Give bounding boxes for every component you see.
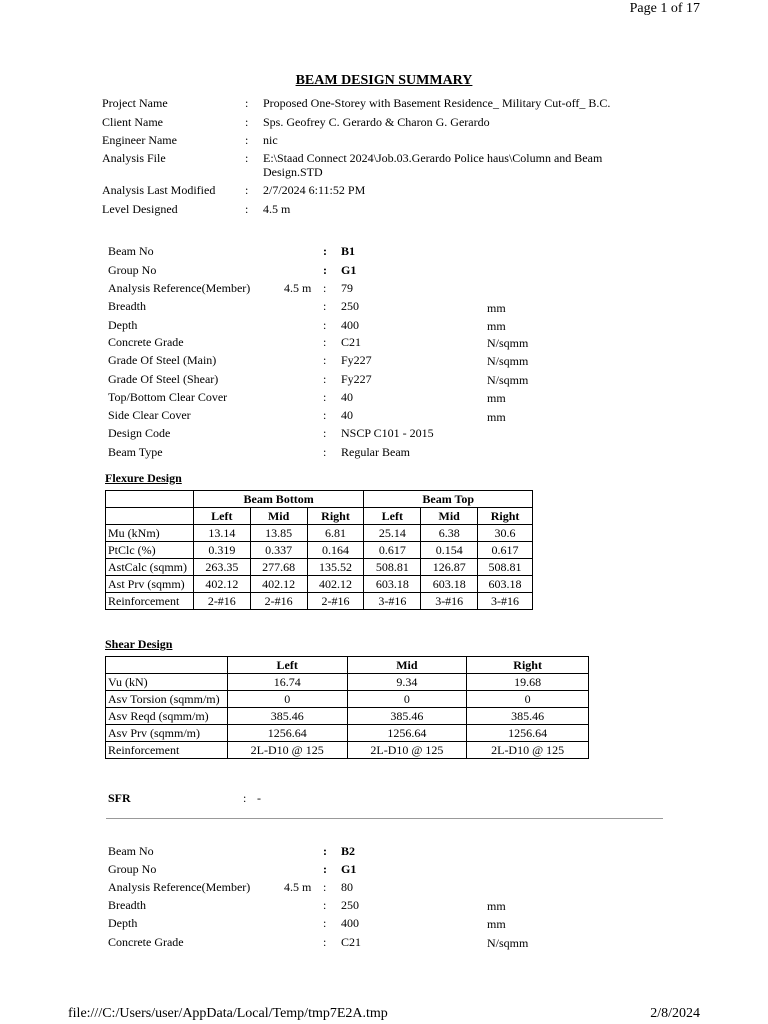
flexure-col-header: Left: [364, 508, 421, 525]
beam-type-value: Regular Beam: [341, 445, 410, 459]
colon: :: [323, 916, 327, 930]
table-cell: 0.164: [307, 542, 364, 559]
analysis-reference-value: 79: [341, 281, 353, 295]
concrete-grade-unit: N/sqmm: [487, 336, 529, 350]
colon: :: [323, 445, 327, 459]
colon: :: [323, 244, 327, 258]
colon: :: [323, 263, 327, 277]
table-cell: 402.12: [307, 576, 364, 593]
flexure-column-header-row: [106, 508, 533, 525]
top-bottom-cover-label: Top/Bottom Clear Cover: [108, 390, 228, 404]
colon: :: [243, 791, 247, 805]
table-cell: 402.12: [250, 576, 307, 593]
side-cover-label: Side Clear Cover: [108, 408, 191, 422]
side-cover-value: 40: [341, 408, 353, 422]
colon: :: [323, 353, 327, 367]
concrete-grade-label: Concrete Grade: [108, 335, 184, 349]
group-no-value: G1: [341, 862, 357, 876]
flexure-group-header-row: [106, 491, 533, 508]
table-cell: 2L-D10 @ 125: [347, 742, 467, 759]
table-cell: 603.18: [421, 576, 478, 593]
side-cover-unit: mm: [487, 410, 506, 424]
table-cell: 0: [227, 691, 347, 708]
table-cell: 126.87: [421, 559, 478, 576]
table-cell: 1256.64: [227, 725, 347, 742]
table-cell: 9.34: [347, 674, 467, 691]
table-cell: 385.46: [227, 708, 347, 725]
table-cell: 1256.64: [347, 725, 467, 742]
footer-file-path: file:///C:/Users/user/AppData/Local/Temp/tmp7E2A.tmp: [68, 1006, 388, 1021]
project-name-label: Project Name: [102, 96, 168, 110]
flexure-col-header: Right: [478, 508, 533, 525]
colon: :: [245, 96, 249, 110]
group-no-label: Group No: [108, 862, 157, 876]
design-code-value: NSCP C101 - 2015: [341, 426, 434, 440]
depth-value: 400: [341, 318, 359, 332]
flexure-group-top: Beam Top: [364, 491, 533, 508]
colon: :: [323, 880, 327, 894]
colon: :: [245, 133, 249, 147]
colon: :: [245, 183, 249, 197]
page-title: BEAM DESIGN SUMMARY: [295, 73, 473, 88]
sfr-value: -: [257, 791, 261, 805]
design-code-label: Design Code: [108, 426, 171, 440]
flexure-col-header: Mid: [421, 508, 478, 525]
engineer-name-label: Engineer Name: [102, 133, 177, 147]
colon: :: [323, 844, 327, 858]
level-designed-value: 4.5 m: [263, 202, 291, 216]
group-no-label: Group No: [108, 263, 157, 277]
table-cell: 13.85: [250, 525, 307, 542]
project-name-value: Proposed One-Storey with Basement Residence_ Military Cut-off_ B.C.: [263, 96, 611, 110]
row-label: PtClc (%): [106, 542, 194, 559]
client-name-label: Client Name: [102, 115, 163, 129]
grade-steel-shear-value: Fy227: [341, 372, 372, 386]
table-row: [106, 559, 533, 576]
row-label: AstCalc (sqmm): [106, 559, 194, 576]
flexure-col-header: Left: [193, 508, 250, 525]
analysis-reference-level: 4.5 m: [284, 281, 312, 295]
table-cell: 2L-D10 @ 125: [227, 742, 347, 759]
colon: :: [245, 151, 249, 165]
grade-steel-main-value: Fy227: [341, 353, 372, 367]
table-cell: 402.12: [193, 576, 250, 593]
shear-col-header: Left: [227, 657, 347, 674]
table-row: [106, 593, 533, 610]
table-cell: 3-#16: [478, 593, 533, 610]
flexure-corner-cell: [106, 491, 194, 508]
breadth-unit: mm: [487, 899, 506, 913]
breadth-value: 250: [341, 299, 359, 313]
beam-type-label: Beam Type: [108, 445, 163, 459]
concrete-grade-value: C21: [341, 935, 362, 949]
page-number: Page 1 of 17: [629, 1, 700, 16]
analysis-last-modified-value: 2/7/2024 6:11:52 PM: [263, 183, 366, 197]
flexure-group-bottom: Beam Bottom: [193, 491, 364, 508]
table-cell: 6.81: [307, 525, 364, 542]
beam-no-value: B1: [341, 244, 356, 258]
depth-label: Depth: [108, 318, 138, 332]
table-cell: 277.68: [250, 559, 307, 576]
table-cell: 13.14: [193, 525, 250, 542]
analysis-reference-label: Analysis Reference(Member): [108, 880, 251, 894]
table-cell: 603.18: [478, 576, 533, 593]
flexure-corner-cell: [106, 508, 194, 525]
table-cell: 6.38: [421, 525, 478, 542]
analysis-reference-value: 80: [341, 880, 353, 894]
beam-no-label: Beam No: [108, 844, 154, 858]
grade-steel-main-unit: N/sqmm: [487, 354, 529, 368]
colon: :: [323, 318, 327, 332]
row-label: Reinforcement: [106, 593, 194, 610]
analysis-file-value-cont: Design.STD: [263, 165, 323, 179]
shear-column-header-row: [106, 657, 589, 674]
depth-value: 400: [341, 916, 359, 930]
group-no-value: G1: [341, 263, 357, 277]
table-cell: 135.52: [307, 559, 364, 576]
colon: :: [323, 335, 327, 349]
shear-design-heading: Shear Design: [105, 637, 173, 651]
row-label: Asv Torsion (sqmm/m): [106, 691, 228, 708]
client-name-value: Sps. Geofrey C. Gerardo & Charon G. Gerardo: [263, 115, 490, 129]
table-cell: 263.35: [193, 559, 250, 576]
table-cell: 0: [467, 691, 589, 708]
colon: :: [323, 898, 327, 912]
analysis-file-label: Analysis File: [102, 151, 166, 165]
beam-no-value: B2: [341, 844, 356, 858]
sfr-label: SFR: [108, 791, 131, 805]
row-label: Ast Prv (sqmm): [106, 576, 194, 593]
concrete-grade-label: Concrete Grade: [108, 935, 184, 949]
row-label: Asv Prv (sqmm/m): [106, 725, 228, 742]
table-cell: 508.81: [478, 559, 533, 576]
colon: :: [323, 299, 327, 313]
row-label: Asv Reqd (sqmm/m): [106, 708, 228, 725]
table-row: [106, 691, 589, 708]
top-bottom-cover-value: 40: [341, 390, 353, 404]
grade-steel-shear-label: Grade Of Steel (Shear): [108, 372, 219, 386]
analysis-reference-level: 4.5 m: [284, 880, 312, 894]
row-label: Reinforcement: [106, 742, 228, 759]
table-cell: 2L-D10 @ 125: [467, 742, 589, 759]
breadth-label: Breadth: [108, 898, 146, 912]
table-cell: 385.46: [467, 708, 589, 725]
table-row: [106, 542, 533, 559]
colon: :: [323, 372, 327, 386]
table-cell: 19.68: [467, 674, 589, 691]
flexure-design-heading: Flexure Design: [105, 471, 182, 485]
footer-date: 2/8/2024: [650, 1006, 700, 1021]
row-label: Vu (kN): [106, 674, 228, 691]
breadth-label: Breadth: [108, 299, 146, 313]
grade-steel-main-label: Grade Of Steel (Main): [108, 353, 217, 367]
table-cell: 603.18: [364, 576, 421, 593]
table-cell: 0.617: [478, 542, 533, 559]
flexure-table: [105, 490, 533, 610]
analysis-reference-label: Analysis Reference(Member): [108, 281, 251, 295]
table-cell: 25.14: [364, 525, 421, 542]
colon: :: [323, 935, 327, 949]
table-cell: 0.617: [364, 542, 421, 559]
colon: :: [245, 202, 249, 216]
beam-no-label: Beam No: [108, 244, 154, 258]
flexure-col-header: Right: [307, 508, 364, 525]
row-label: Mu (kNm): [106, 525, 194, 542]
shear-col-header: Mid: [347, 657, 467, 674]
colon: :: [323, 862, 327, 876]
shear-table: [105, 656, 589, 759]
flexure-col-header: Mid: [250, 508, 307, 525]
shear-col-header: Right: [467, 657, 589, 674]
table-cell: 508.81: [364, 559, 421, 576]
section-divider: [106, 818, 663, 819]
table-cell: 16.74: [227, 674, 347, 691]
table-cell: 3-#16: [364, 593, 421, 610]
table-row: [106, 708, 589, 725]
level-designed-label: Level Designed: [102, 202, 178, 216]
colon: :: [245, 115, 249, 129]
colon: :: [323, 426, 327, 440]
grade-steel-shear-unit: N/sqmm: [487, 373, 529, 387]
top-bottom-cover-unit: mm: [487, 391, 506, 405]
table-cell: 0.154: [421, 542, 478, 559]
analysis-last-modified-label: Analysis Last Modified: [102, 183, 216, 197]
analysis-file-value: E:\Staad Connect 2024\Job.03.Gerardo Police haus\Column and Beam: [263, 151, 603, 165]
table-row: [106, 742, 589, 759]
table-cell: 0: [347, 691, 467, 708]
colon: :: [323, 408, 327, 422]
table-cell: 1256.64: [467, 725, 589, 742]
table-row: [106, 525, 533, 542]
table-cell: 2-#16: [193, 593, 250, 610]
colon: :: [323, 390, 327, 404]
table-row: [106, 674, 589, 691]
table-row: [106, 725, 589, 742]
shear-corner-cell: [106, 657, 228, 674]
table-cell: 2-#16: [307, 593, 364, 610]
table-row: [106, 576, 533, 593]
table-cell: 30.6: [478, 525, 533, 542]
table-cell: 385.46: [347, 708, 467, 725]
colon: :: [323, 281, 327, 295]
engineer-name-value: nic: [263, 133, 278, 147]
table-cell: 2-#16: [250, 593, 307, 610]
table-cell: 0.337: [250, 542, 307, 559]
breadth-unit: mm: [487, 301, 506, 315]
table-cell: 3-#16: [421, 593, 478, 610]
depth-unit: mm: [487, 917, 506, 931]
table-cell: 0.319: [193, 542, 250, 559]
concrete-grade-unit: N/sqmm: [487, 936, 529, 950]
depth-unit: mm: [487, 319, 506, 333]
concrete-grade-value: C21: [341, 335, 362, 349]
breadth-value: 250: [341, 898, 359, 912]
depth-label: Depth: [108, 916, 138, 930]
